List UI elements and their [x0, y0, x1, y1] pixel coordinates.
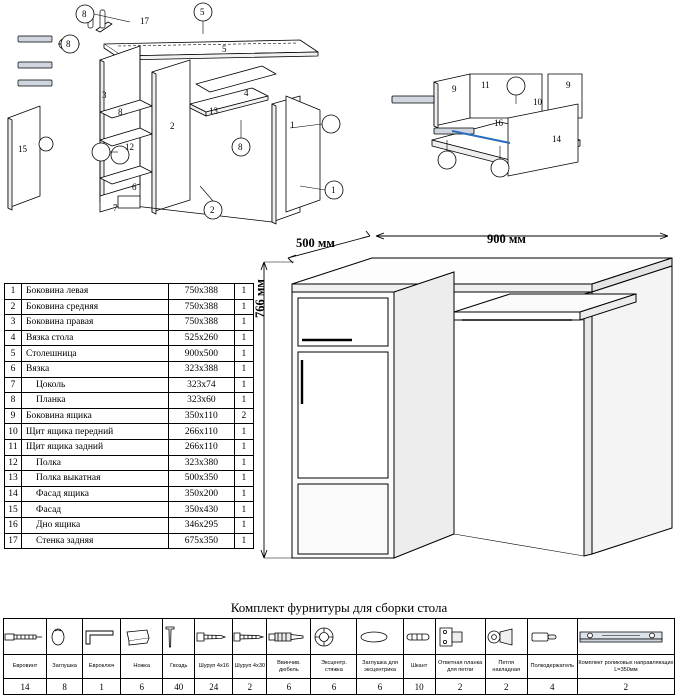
svg-text:2: 2 [210, 205, 215, 215]
hardware-count: 6 [311, 679, 357, 695]
part-qty: 1 [234, 517, 253, 533]
hardware-count: 6 [121, 679, 163, 695]
part-qty: 1 [234, 284, 253, 300]
part-name: Боковина правая [22, 315, 169, 331]
table-row [5, 299, 254, 315]
table-row [5, 330, 254, 346]
part-size: 675х350 [168, 533, 234, 549]
table-row [5, 471, 254, 487]
shelf-support-icon [527, 619, 577, 655]
part-name: Фасад ящика [22, 486, 169, 502]
assembly-svg [0, 0, 678, 232]
hardware-count: 8 [47, 679, 83, 695]
hardware-label: Евроключ [83, 655, 121, 679]
parts-table-body [5, 284, 254, 549]
hardware-label: Ножка [121, 655, 163, 679]
part-qty: 1 [234, 299, 253, 315]
hardware-label: Шуруп 4х30 [233, 655, 267, 679]
hardware-label: Гвоздь [163, 655, 195, 679]
hardware-count: 10 [403, 679, 435, 695]
table-row [5, 533, 254, 549]
part-size: 750х388 [168, 299, 234, 315]
hardware-count: 6 [267, 679, 311, 695]
part-number: 12 [5, 455, 22, 471]
cam-cover-cap-icon [357, 619, 403, 655]
screw-4x30-icon [233, 619, 267, 655]
part-number: 6 [5, 361, 22, 377]
table-row [5, 408, 254, 424]
part-size: 750х388 [168, 284, 234, 300]
dowel-icon [403, 619, 435, 655]
cap-icon [47, 619, 83, 655]
hardware-count: 2 [435, 679, 485, 695]
table-row [5, 502, 254, 518]
hardware-count: 2 [577, 679, 674, 695]
hardware-label: Шуруп 4х16 [195, 655, 233, 679]
part-number: 15 [5, 502, 22, 518]
part-name: Стенка задняя [22, 533, 169, 549]
euro-screw-icon [4, 619, 47, 655]
hardware-count: 6 [357, 679, 403, 695]
part-number: 5 [5, 346, 22, 362]
nail-icon [163, 619, 195, 655]
hardware-label: Евровинт [4, 655, 47, 679]
svg-text:14: 14 [552, 134, 561, 144]
part-number: 11 [5, 439, 22, 455]
part-qty: 1 [234, 424, 253, 440]
part-qty: 1 [234, 533, 253, 549]
table-row [5, 439, 254, 455]
hardware-label: Ввинчив. дюбель [267, 655, 311, 679]
hardware-label: Эксцентр. стяжка [311, 655, 357, 679]
hardware-label: Полкодержатель [527, 655, 577, 679]
hardware-count: 24 [195, 679, 233, 695]
hardware-count-row [4, 679, 675, 695]
svg-text:1: 1 [290, 120, 295, 130]
hardware-label: Петля накладная [485, 655, 527, 679]
part-name: Вязка [22, 361, 169, 377]
hardware-label: Заглушка для эксцентрика [357, 655, 403, 679]
part-size: 500х350 [168, 471, 234, 487]
svg-text:10: 10 [533, 97, 542, 107]
hardware-count: 4 [527, 679, 577, 695]
part-size: 323х74 [168, 377, 234, 393]
part-qty: 1 [234, 486, 253, 502]
part-number: 8 [5, 393, 22, 409]
svg-text:12: 12 [125, 142, 134, 152]
svg-text:3: 3 [102, 90, 107, 100]
svg-text:17: 17 [140, 16, 149, 26]
part-size: 323х60 [168, 393, 234, 409]
part-number: 10 [5, 424, 22, 440]
svg-text:7: 7 [113, 203, 118, 213]
part-qty: 1 [234, 471, 253, 487]
part-number: 13 [5, 471, 22, 487]
hardware-label-row [4, 655, 675, 679]
drawer-slide-icon [577, 619, 674, 655]
part-qty: 1 [234, 502, 253, 518]
hardware-count: 2 [485, 679, 527, 695]
table-row [5, 455, 254, 471]
part-size: 350х200 [168, 486, 234, 502]
part-name: Столешница [22, 346, 169, 362]
hardware-label: Заглушка [47, 655, 83, 679]
hardware-kit-title: Комплект фурнитуры для сборки стола [230, 600, 448, 615]
part-qty: 1 [234, 377, 253, 393]
part-qty: 1 [234, 315, 253, 331]
part-number: 7 [5, 377, 22, 393]
table-row [5, 361, 254, 377]
part-size: 750х388 [168, 315, 234, 331]
svg-text:8: 8 [82, 9, 87, 19]
svg-text:16: 16 [494, 118, 503, 128]
part-size: 266х110 [168, 424, 234, 440]
part-name: Боковина средняя [22, 299, 169, 315]
part-qty: 1 [234, 361, 253, 377]
part-size: 350х430 [168, 502, 234, 518]
part-number: 1 [5, 284, 22, 300]
leg-icon [121, 619, 163, 655]
part-number: 3 [5, 315, 22, 331]
svg-text:8: 8 [238, 142, 243, 152]
part-name: Боковина левая [22, 284, 169, 300]
desk-dimension-drawing [248, 228, 678, 598]
part-name: Планка [22, 393, 169, 409]
screw-in-dowel-icon [267, 619, 311, 655]
hinge-plate-icon [435, 619, 485, 655]
svg-text:4: 4 [244, 88, 249, 98]
part-size: 323х388 [168, 361, 234, 377]
part-number: 17 [5, 533, 22, 549]
part-name: Вязка стола [22, 330, 169, 346]
height-dimension-label: 766 мм [253, 279, 267, 318]
hardware-count: 14 [4, 679, 47, 695]
table-row [5, 346, 254, 362]
hardware-kit-table [3, 618, 675, 695]
part-number: 4 [5, 330, 22, 346]
svg-text:15: 15 [18, 144, 27, 154]
svg-text:9: 9 [452, 84, 457, 94]
part-size: 900х500 [168, 346, 234, 362]
part-qty: 1 [234, 346, 253, 362]
part-name: Цоколь [22, 377, 169, 393]
svg-text:1: 1 [331, 185, 336, 195]
part-size: 266х110 [168, 439, 234, 455]
screw-4x16-icon [195, 619, 233, 655]
table-row [5, 315, 254, 331]
part-name: Щит ящика задний [22, 439, 169, 455]
part-size: 346х295 [168, 517, 234, 533]
hinge-icon [485, 619, 527, 655]
svg-text:8: 8 [66, 39, 71, 49]
svg-text:5: 5 [222, 44, 227, 54]
hardware-count: 1 [83, 679, 121, 695]
part-qty: 2 [234, 408, 253, 424]
width-dimension-label: 900 мм [487, 232, 526, 246]
svg-text:6: 6 [132, 182, 137, 192]
part-qty: 1 [234, 455, 253, 471]
hardware-label: Ответная планка для петли [435, 655, 485, 679]
part-size: 525х260 [168, 330, 234, 346]
part-name: Фасад [22, 502, 169, 518]
euro-key-icon [83, 619, 121, 655]
part-name: Полка выкатная [22, 471, 169, 487]
part-qty: 1 [234, 330, 253, 346]
desk-svg [248, 228, 678, 598]
part-number: 9 [5, 408, 22, 424]
hardware-label: Шкант [403, 655, 435, 679]
part-name: Полка [22, 455, 169, 471]
part-name: Боковина ящика [22, 408, 169, 424]
hardware-label: Комплект роликовых направляющих L=350мм [577, 655, 674, 679]
svg-text:8: 8 [118, 107, 123, 117]
parts-table [4, 283, 254, 549]
svg-text:13: 13 [209, 106, 218, 116]
depth-dimension-label: 500 мм [296, 236, 335, 250]
part-name: Дно ящика [22, 517, 169, 533]
part-number: 16 [5, 517, 22, 533]
hardware-count: 2 [233, 679, 267, 695]
table-row [5, 486, 254, 502]
exploded-assembly-diagrams [0, 0, 678, 232]
table-row [5, 284, 254, 300]
hardware-icon-row [4, 619, 675, 655]
svg-text:2: 2 [170, 121, 175, 131]
table-row [5, 424, 254, 440]
table-row [5, 517, 254, 533]
part-name: Щит ящика передний [22, 424, 169, 440]
table-row [5, 393, 254, 409]
part-number: 14 [5, 486, 22, 502]
part-size: 350х110 [168, 408, 234, 424]
part-size: 323х380 [168, 455, 234, 471]
hardware-count: 40 [163, 679, 195, 695]
part-number: 2 [5, 299, 22, 315]
part-qty: 1 [234, 439, 253, 455]
svg-text:9: 9 [566, 80, 571, 90]
table-row [5, 377, 254, 393]
cam-lock-icon [311, 619, 357, 655]
svg-text:5: 5 [200, 7, 205, 17]
svg-text:11: 11 [481, 80, 490, 90]
part-qty: 1 [234, 393, 253, 409]
